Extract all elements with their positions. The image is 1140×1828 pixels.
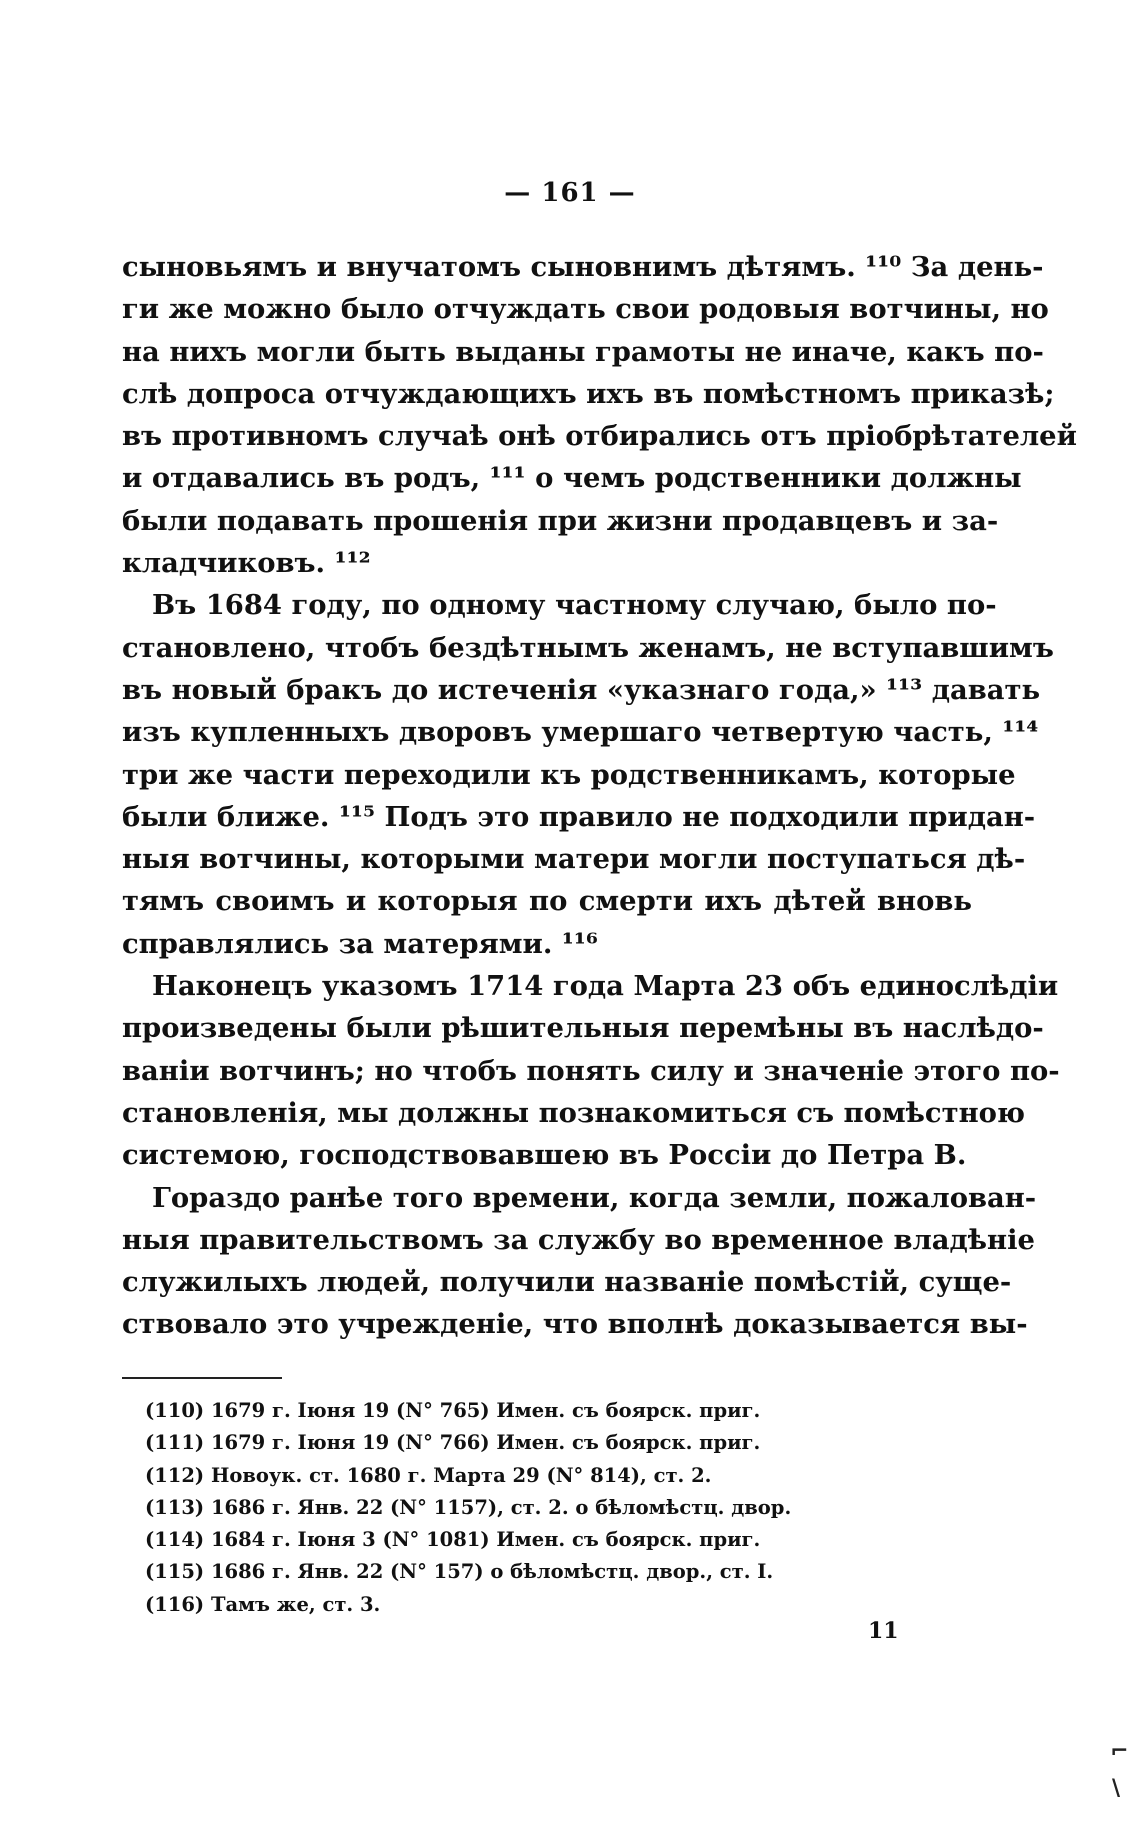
text-line: сыновьямъ и внучатомъ сыновнимъ дѣтямъ. ¹¹⁰ За день- <box>122 251 1044 283</box>
text-line: на нихъ могли быть выданы грамоты не иначе, какъ по- <box>122 335 1044 368</box>
text-line: и отдавались въ родъ, ¹¹¹ о чемъ родственники должны <box>122 462 1022 495</box>
paragraph <box>122 1177 1037 1346</box>
text-line: были подавать прошенія при жизни продавцевъ и за- <box>122 504 999 537</box>
text-line: Наконецъ указомъ 1714 года Марта 23 объ единослѣдіи <box>152 970 1059 1003</box>
text-line: становленія, мы должны познакомиться съ помѣстною <box>122 1096 1025 1129</box>
text-line: становлено, чтобъ бездѣтнымъ женамъ, не вступавшимъ <box>122 631 1054 664</box>
text-line: ныя правительствомъ за службу во временное владѣніе <box>122 1223 1035 1256</box>
paragraph <box>122 965 1060 1176</box>
footnotes <box>145 1395 945 1621</box>
text-line: въ новый бракъ до истеченія «указнаго года,» ¹¹³ давать <box>122 673 1041 706</box>
paragraph <box>122 584 1054 965</box>
body-text <box>122 246 1077 1346</box>
text-line: Въ 1684 году, по одному частному случаю, было по- <box>152 589 997 622</box>
page-number: — 161 — <box>504 178 636 208</box>
text-line: ныя вотчины, которыми матери могли поступаться дѣ- <box>122 843 1026 876</box>
footnote-divider <box>122 1377 282 1379</box>
text-line: тямъ своимъ и которыя по смерти ихъ дѣтей вновь <box>122 885 972 918</box>
text-line: ствовало это учрежденіе, что вполнѣ доказывается вы- <box>122 1308 1028 1341</box>
text-line: системою, господствовавшею въ Россіи до Петра В. <box>122 1139 967 1172</box>
text-line: ваніи вотчинъ; но чтобъ понять силу и значеніе этого по- <box>122 1054 1060 1087</box>
paragraph <box>122 246 1077 584</box>
text-line: изъ купленныхъ дворовъ умершаго четвертую часть, ¹¹⁴ <box>122 716 1039 749</box>
text-line: три же части переходили къ родственникамъ, которые <box>122 758 1016 791</box>
footnote: (115) 1686 г. Янв. 22 (N° 157) о бѣломѣстц. двор., ст. I. <box>145 1560 774 1584</box>
signature-mark: 11 <box>868 1618 899 1644</box>
speck-mark: ⌐ <box>1110 1738 1129 1764</box>
text-line: справлялись за матерями. ¹¹⁶ <box>122 927 598 960</box>
text-line: были ближе. ¹¹⁵ Подъ это правило не подходили придан- <box>122 800 1036 833</box>
footnote: (111) 1679 г. Іюня 19 (N° 766) Имен. съ боярск. приг. <box>145 1431 761 1455</box>
footnote: (116) Тамъ же, ст. 3. <box>145 1592 381 1616</box>
speck-mark: \ <box>1112 1775 1121 1801</box>
footnote: (113) 1686 г. Янв. 22 (N° 1157), ст. 2. о бѣломѣстц. двор. <box>145 1495 792 1519</box>
text-line: произведены были рѣшительныя перемѣны въ наслѣдо- <box>122 1012 1044 1045</box>
text-line: Гораздо ранѣе того времени, когда земли, пожалован- <box>152 1181 1037 1214</box>
text-line: кладчиковъ. ¹¹² <box>122 547 371 580</box>
text-line: служилыхъ людей, получили названіе помѣстій, суще- <box>122 1266 1012 1299</box>
footnote: (112) Новоук. ст. 1680 г. Марта 29 (N° 814), ст. 2. <box>145 1463 712 1487</box>
footnote: (110) 1679 г. Іюня 19 (N° 765) Имен. съ боярск. приг. <box>145 1399 761 1422</box>
text-line: слѣ допроса отчуждающихъ ихъ въ помѣстномъ приказѣ; <box>122 377 1055 410</box>
footnote: (114) 1684 г. Іюня 3 (N° 1081) Имен. съ боярск. приг. <box>145 1528 761 1552</box>
text-line: ги же можно было отчуждать свои родовыя вотчины, но <box>122 293 1049 326</box>
text-line: въ противномъ случаѣ онѣ отбирались отъ пріобрѣтателей <box>122 420 1077 453</box>
